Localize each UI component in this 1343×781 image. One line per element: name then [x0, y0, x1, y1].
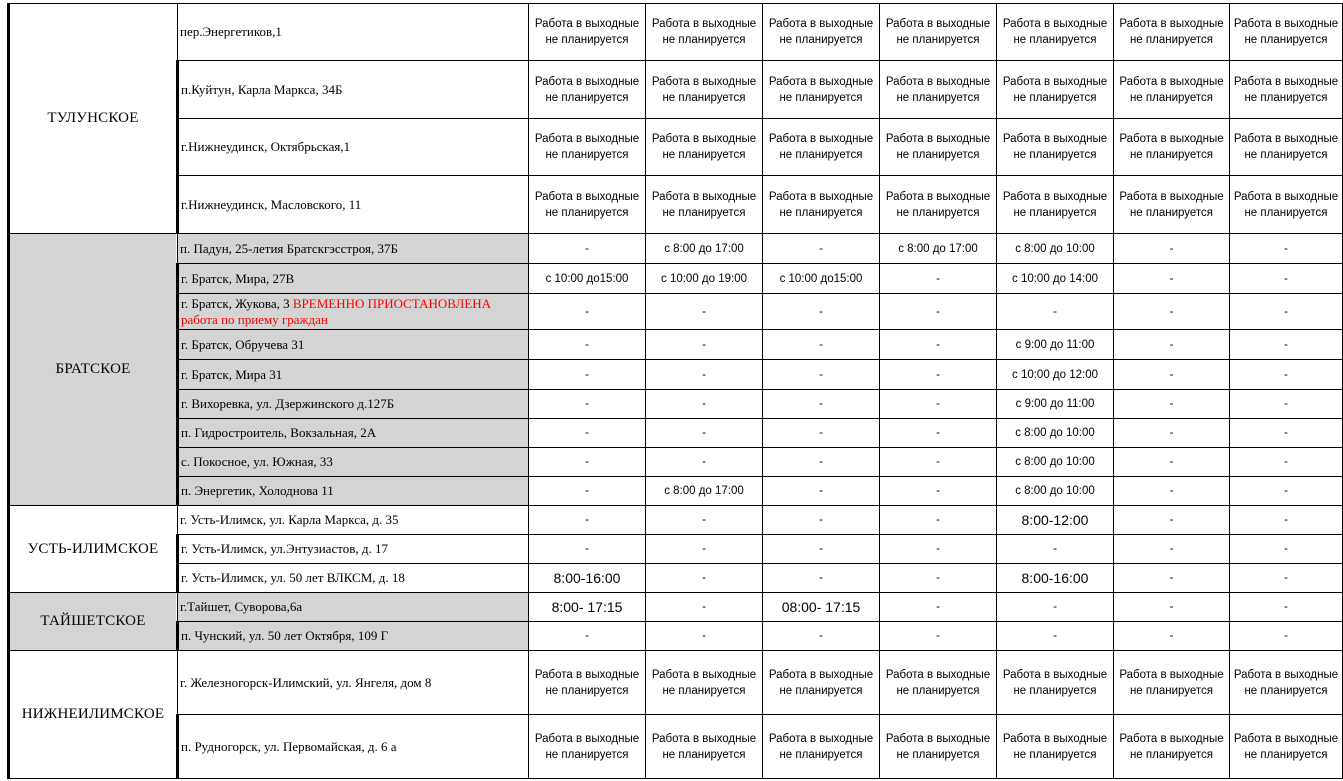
schedule-cell: Работа в выходные не планируется: [763, 61, 880, 119]
schedule-cell: -: [529, 360, 646, 390]
address-text: с. Покосное, ул. Южная, 33: [181, 454, 333, 469]
schedule-cell: -: [763, 294, 880, 330]
schedule-cell: -: [1114, 477, 1230, 506]
schedule-cell: с 9:00 до 11:00: [997, 390, 1114, 419]
office-address: [178, 4, 529, 61]
schedule-cell: -: [529, 330, 646, 360]
schedule-cell: с 10:00 до 14:00: [997, 264, 1114, 294]
schedule-cell: -: [529, 477, 646, 506]
schedule-cell: -: [646, 294, 763, 330]
address-text: г. Братск, Мира 31: [181, 366, 283, 382]
schedule-cell: -: [646, 564, 763, 593]
table-row: [9, 61, 1343, 119]
schedule-cell: -: [880, 294, 997, 330]
schedule-cell: -: [880, 448, 997, 477]
schedule-cell: Работа в выходные не планируется: [1230, 176, 1343, 234]
schedule-cell: -: [1230, 419, 1343, 448]
schedule-cell: -: [880, 330, 997, 360]
schedule-cell: Работа в выходные не планируется: [880, 4, 997, 61]
schedule-cell: Работа в выходные не планируется: [646, 651, 763, 715]
address-text: п. Гидростроитель, Вокзальная, 2А: [181, 425, 377, 440]
schedule-cell: -: [529, 506, 646, 535]
schedule-cell: -: [1230, 564, 1343, 593]
office-address: [178, 535, 529, 564]
schedule-cell: -: [646, 419, 763, 448]
schedule-cell: Работа в выходные не планируется: [997, 4, 1114, 61]
schedule-cell: Работа в выходные не планируется: [646, 715, 763, 779]
schedule-cell: -: [1230, 593, 1343, 622]
table-row: [9, 176, 1343, 234]
schedule-cell: -: [529, 390, 646, 419]
schedule-cell: -: [1114, 564, 1230, 593]
schedule-cell: 8:00- 17:15: [529, 593, 646, 622]
schedule-cell: -: [1114, 622, 1230, 651]
schedule-cell: -: [1114, 593, 1230, 622]
schedule-cell: -: [1114, 294, 1230, 330]
schedule-cell: -: [646, 593, 763, 622]
schedule-cell: -: [1230, 506, 1343, 535]
address-text: г.Тайшет, Суворова,6а: [180, 599, 303, 614]
schedule-cell: -: [1230, 330, 1343, 360]
schedule-cell: -: [763, 360, 880, 390]
region-name: ТАЙШЕТСКОЕ: [9, 593, 178, 651]
table-row: [9, 360, 1343, 390]
schedule-cell: -: [529, 234, 646, 264]
schedule-cell: Работа в выходные не планируется: [1230, 715, 1343, 779]
schedule-cell: -: [646, 622, 763, 651]
table-row: [9, 264, 1343, 294]
table-row: [9, 294, 1343, 330]
suspended-note: ВРЕМЕННО ПРИОСТАНОВЛЕНА работа по приему граждан: [181, 295, 492, 327]
schedule-cell: -: [646, 506, 763, 535]
schedule-cell: Работа в выходные не планируется: [763, 176, 880, 234]
schedule-cell: с 8:00 до 10:00: [997, 477, 1114, 506]
schedule-cell: -: [1114, 234, 1230, 264]
schedule-cell: -: [880, 506, 997, 535]
region-name: НИЖНЕИЛИМСКОЕ: [9, 651, 178, 779]
schedule-cell: -: [646, 360, 763, 390]
schedule-cell: -: [1230, 448, 1343, 477]
office-address: [178, 477, 529, 506]
office-address: [178, 330, 529, 360]
schedule-cell: с 10:00 до15:00: [529, 264, 646, 294]
schedule-cell: -: [880, 564, 997, 593]
schedule-cell: Работа в выходные не планируется: [529, 61, 646, 119]
table-row: [9, 448, 1343, 477]
schedule-cell: Работа в выходные не планируется: [763, 651, 880, 715]
office-address: [178, 651, 529, 715]
table-row: [9, 535, 1343, 564]
schedule-cell: -: [1230, 622, 1343, 651]
schedule-cell: Работа в выходные не планируется: [1114, 61, 1230, 119]
schedule-cell: Работа в выходные не планируется: [763, 4, 880, 61]
office-address: [178, 264, 529, 294]
address-text: п. Падун, 25-летия Братскгэсстроя, 37Б: [180, 240, 398, 256]
office-address: [178, 119, 529, 176]
schedule-cell: с 8:00 до 10:00: [997, 419, 1114, 448]
schedule-cell: Работа в выходные не планируется: [1114, 651, 1230, 715]
schedule-cell: -: [997, 535, 1114, 564]
schedule-cell: -: [1114, 330, 1230, 360]
schedule-cell: с 10:00 до 12:00: [997, 360, 1114, 390]
schedule-cell: Работа в выходные не планируется: [880, 119, 997, 176]
schedule-cell: Работа в выходные не планируется: [880, 715, 997, 779]
table-row: [9, 477, 1343, 506]
schedule-cell: Работа в выходные не планируется: [646, 176, 763, 234]
office-address: [178, 360, 529, 390]
table-row: [9, 506, 1343, 535]
schedule-cell: Работа в выходные не планируется: [529, 715, 646, 779]
schedule-cell: Работа в выходные не планируется: [997, 715, 1114, 779]
office-address: [178, 715, 529, 779]
schedule-cell: Работа в выходные не планируется: [529, 176, 646, 234]
office-address: [178, 294, 529, 330]
schedule-cell: с 10:00 до 19:00: [646, 264, 763, 294]
schedule-cell: -: [1230, 477, 1343, 506]
schedule-cell: -: [997, 294, 1114, 330]
schedule-cell: с 8:00 до 17:00: [646, 477, 763, 506]
schedule-cell: Работа в выходные не планируется: [1230, 4, 1343, 61]
table-row: [9, 119, 1343, 176]
schedule-cell: Работа в выходные не планируется: [1114, 119, 1230, 176]
schedule-cell: Работа в выходные не планируется: [529, 4, 646, 61]
schedule-cell: -: [1114, 448, 1230, 477]
schedule-cell: Работа в выходные не планируется: [529, 651, 646, 715]
office-address: [178, 506, 529, 535]
schedule-cell: Работа в выходные не планируется: [763, 715, 880, 779]
schedule-cell: -: [1230, 535, 1343, 564]
table-row: [9, 419, 1343, 448]
schedule-cell: -: [646, 535, 763, 564]
office-address: [178, 390, 529, 419]
schedule-cell: -: [1114, 535, 1230, 564]
schedule-cell: -: [646, 330, 763, 360]
address-text: г. Братск, Мира, 27В: [181, 270, 295, 286]
schedule-cell: с 8:00 до 17:00: [646, 234, 763, 264]
schedule-cell: -: [880, 535, 997, 564]
schedule-cell: -: [763, 330, 880, 360]
schedule-cell: -: [1114, 390, 1230, 419]
schedule-cell: -: [646, 390, 763, 419]
table-row: [9, 593, 1343, 622]
schedule-cell: -: [763, 477, 880, 506]
schedule-cell: с 8:00 до 10:00: [997, 234, 1114, 264]
office-address: [178, 61, 529, 119]
region-name: ТУЛУНСКОЕ: [9, 4, 178, 234]
schedule-cell: Работа в выходные не планируется: [1114, 715, 1230, 779]
schedule-cell: Работа в выходные не планируется: [646, 119, 763, 176]
address-text: п. Чунский, ул. 50 лет Октября, 109 Г: [181, 628, 389, 643]
schedule-cell: -: [880, 419, 997, 448]
schedule-cell: -: [1114, 506, 1230, 535]
table-row: [9, 651, 1343, 715]
address-text: г. Вихоревка, ул. Дзержинского д.127Б: [181, 396, 395, 411]
schedule-cell: Работа в выходные не планируется: [529, 119, 646, 176]
table-row: [9, 390, 1343, 419]
schedule-cell: Работа в выходные не планируется: [880, 651, 997, 715]
address-text: г. Братск, Жукова, 3: [181, 295, 293, 311]
schedule-cell: -: [529, 622, 646, 651]
schedule-cell: -: [880, 360, 997, 390]
address-text: г. Усть-Илимск, ул.Энтузиастов, д. 17: [181, 541, 388, 556]
schedule-cell: Работа в выходные не планируется: [646, 61, 763, 119]
address-text: г.Нижнеудинск, Октябрьская,1: [181, 139, 351, 154]
schedule-cell: Работа в выходные не планируется: [1230, 651, 1343, 715]
schedule-cell: -: [1230, 294, 1343, 330]
address-text: г. Железногорск-Илимский, ул. Янгеля, дом 8: [180, 674, 432, 690]
office-address: [178, 419, 529, 448]
table-row: [9, 564, 1343, 593]
schedule-cell: с 8:00 до 17:00: [880, 234, 997, 264]
address-text: г.Нижнеудинск, Масловского, 11: [181, 196, 362, 212]
schedule-cell: -: [1230, 264, 1343, 294]
address-text: пер.Энергетиков,1: [180, 24, 282, 39]
schedule-cell: -: [763, 622, 880, 651]
office-address: [178, 593, 529, 622]
schedule-cell: Работа в выходные не планируется: [1114, 176, 1230, 234]
schedule-cell: -: [997, 593, 1114, 622]
schedule-cell: -: [880, 390, 997, 419]
schedule-cell: Работа в выходные не планируется: [1114, 4, 1230, 61]
schedule-cell: -: [1230, 360, 1343, 390]
office-address: [178, 564, 529, 593]
address-text: г. Усть-Илимск, ул. 50 лет ВЛКСМ, д. 18: [181, 570, 405, 585]
address-text: п.Куйтун, Карла Маркса, 34Б: [181, 81, 343, 97]
address-text: г. Братск, Обручева 31: [181, 336, 305, 352]
office-address: [178, 176, 529, 234]
address-text: г. Усть-Илимск, ул. Карла Маркса, д. 35: [180, 512, 399, 527]
schedule-cell: Работа в выходные не планируется: [1230, 61, 1343, 119]
schedule-cell: -: [529, 448, 646, 477]
table-row: [9, 234, 1343, 264]
schedule-cell: с 9:00 до 11:00: [997, 330, 1114, 360]
schedule-cell: -: [763, 564, 880, 593]
schedule-cell: -: [880, 622, 997, 651]
schedule-cell: -: [1114, 264, 1230, 294]
schedule-cell: -: [1230, 390, 1343, 419]
schedule-cell: Работа в выходные не планируется: [763, 119, 880, 176]
schedule-cell: -: [880, 593, 997, 622]
schedule-cell: -: [880, 477, 997, 506]
schedule-cell: -: [1230, 234, 1343, 264]
schedule-cell: -: [763, 234, 880, 264]
schedule-cell: -: [529, 535, 646, 564]
schedule-cell: -: [880, 264, 997, 294]
schedule-cell: -: [763, 419, 880, 448]
office-address: [178, 448, 529, 477]
schedule-cell: 8:00-16:00: [997, 564, 1114, 593]
region-name: БРАТСКОЕ: [9, 234, 178, 506]
schedule-cell: Работа в выходные не планируется: [880, 176, 997, 234]
office-address: [178, 234, 529, 264]
schedule-cell: -: [763, 535, 880, 564]
schedule-cell: -: [646, 448, 763, 477]
schedule-cell: Работа в выходные не планируется: [1230, 119, 1343, 176]
schedule-cell: -: [529, 419, 646, 448]
schedule-cell: 8:00-16:00: [529, 564, 646, 593]
schedule-cell: -: [529, 294, 646, 330]
table-row: [9, 4, 1343, 61]
schedule-cell: -: [1114, 360, 1230, 390]
office-address: [178, 622, 529, 651]
schedule-cell: Работа в выходные не планируется: [997, 651, 1114, 715]
schedule-cell: Работа в выходные не планируется: [997, 61, 1114, 119]
schedule-cell: с 8:00 до 10:00: [997, 448, 1114, 477]
region-name: УСТЬ-ИЛИМСКОЕ: [9, 506, 178, 593]
table-row: [9, 715, 1343, 779]
schedule-cell: -: [1114, 419, 1230, 448]
schedule-cell: -: [763, 390, 880, 419]
schedule-cell: -: [763, 448, 880, 477]
schedule-cell: Работа в выходные не планируется: [997, 119, 1114, 176]
schedule-cell: Работа в выходные не планируется: [997, 176, 1114, 234]
schedule-cell: Работа в выходные не планируется: [646, 4, 763, 61]
schedule-cell: с 10:00 до15:00: [763, 264, 880, 294]
schedule-cell: -: [763, 506, 880, 535]
schedule-table: [7, 3, 1343, 779]
schedule-cell: -: [997, 622, 1114, 651]
schedule-cell: Работа в выходные не планируется: [880, 61, 997, 119]
table-row: [9, 622, 1343, 651]
schedule-cell: 08:00- 17:15: [763, 593, 880, 622]
schedule-cell: 8:00-12:00: [997, 506, 1114, 535]
address-text: п. Рудногорск, ул. Первомайская, д. 6 а: [181, 738, 397, 754]
table-row: [9, 330, 1343, 360]
address-text: п. Энергетик, Холоднова 11: [181, 483, 334, 498]
